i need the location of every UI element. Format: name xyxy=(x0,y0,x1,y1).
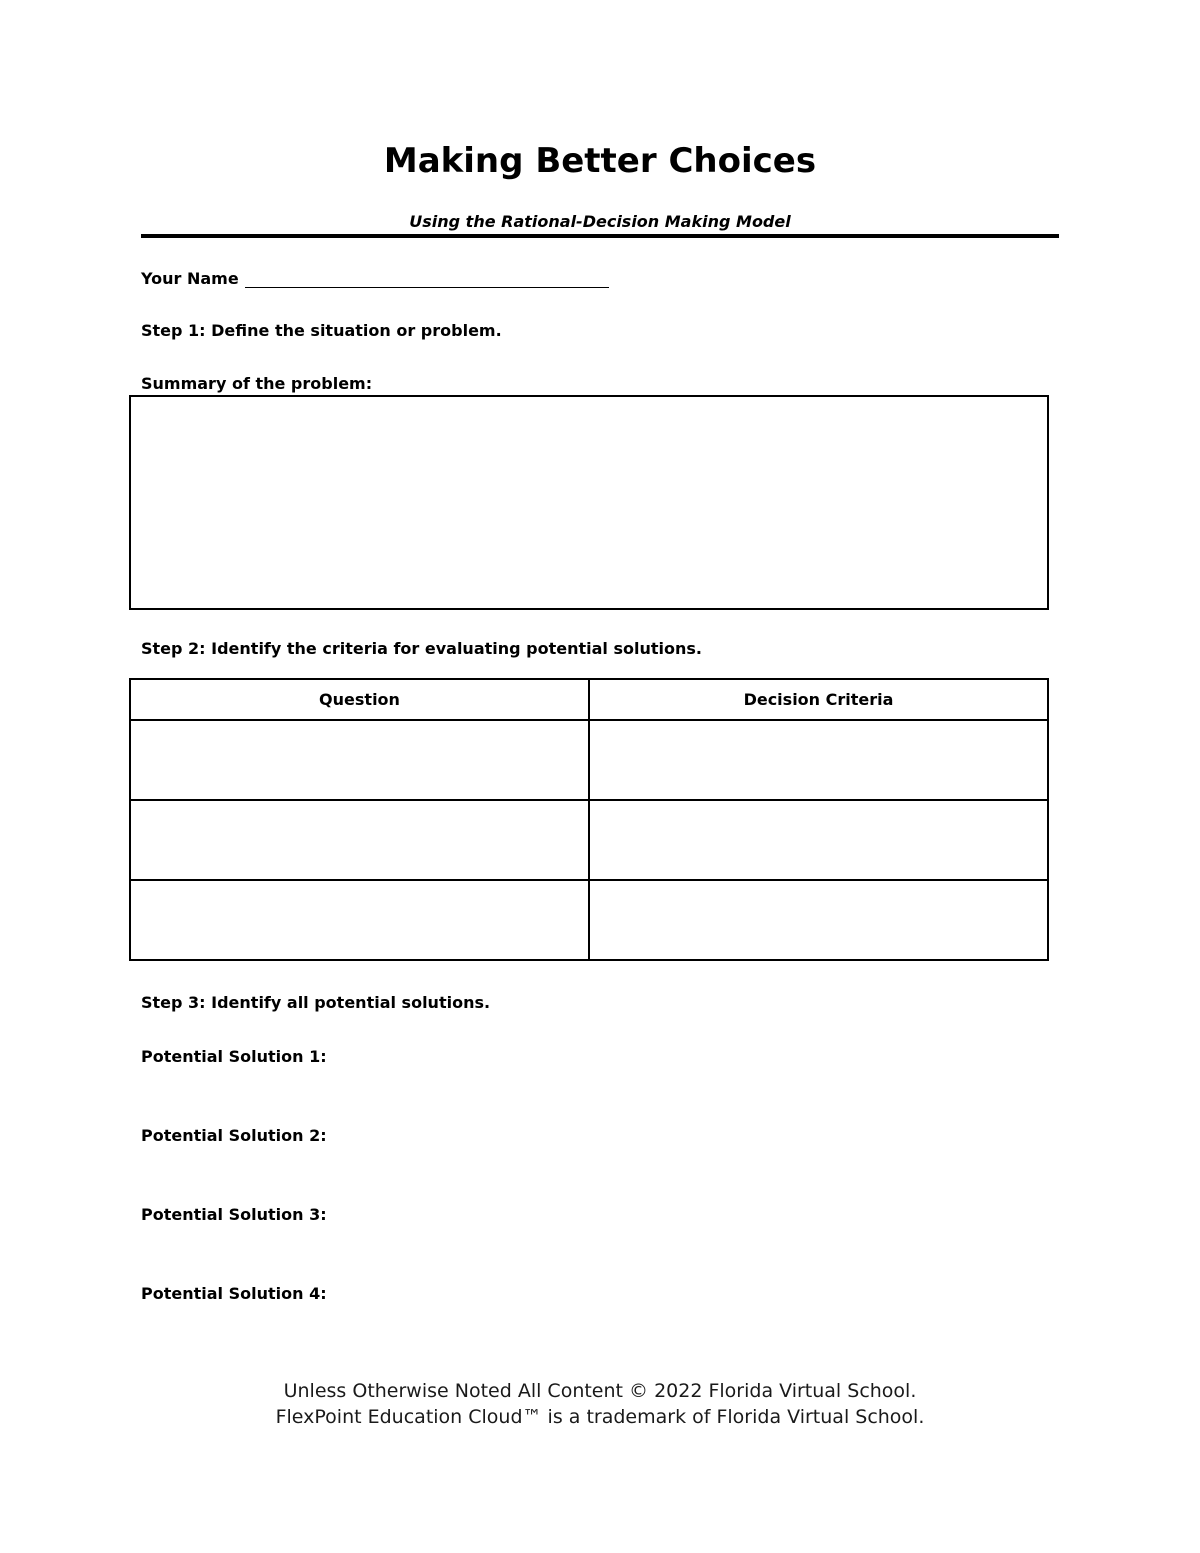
table-header-row xyxy=(130,679,1048,720)
column-header-decision-criteria: Decision Criteria xyxy=(589,679,1048,720)
step1-heading: Step 1: Define the situation or problem. xyxy=(141,321,502,340)
criteria-cell[interactable] xyxy=(589,720,1048,800)
criteria-table xyxy=(129,678,1049,961)
criteria-cell[interactable] xyxy=(589,800,1048,880)
column-header-question: Question xyxy=(130,679,589,720)
step3-heading: Step 3: Identify all potential solutions. xyxy=(141,993,491,1012)
document-subtitle: Using the Rational-Decision Making Model xyxy=(409,212,791,231)
your-name-field[interactable] xyxy=(245,287,609,288)
potential-solution-1-label: Potential Solution 1: xyxy=(141,1047,327,1066)
title-divider xyxy=(141,234,1059,238)
question-cell[interactable] xyxy=(130,800,589,880)
question-cell[interactable] xyxy=(130,880,589,960)
table-row xyxy=(130,800,1048,880)
criteria-cell[interactable] xyxy=(589,880,1048,960)
potential-solution-2-label: Potential Solution 2: xyxy=(141,1126,327,1145)
step2-heading: Step 2: Identify the criteria for evaluating potential solutions. xyxy=(141,639,702,658)
document-title: Making Better Choices xyxy=(383,141,817,181)
footer xyxy=(0,1378,1200,1430)
your-name-label: Your Name xyxy=(141,269,239,288)
potential-solution-4-label: Potential Solution 4: xyxy=(141,1284,327,1303)
footer-trademark: FlexPoint Education Cloud™ is a trademark of Florida Virtual School. xyxy=(275,1406,925,1428)
footer-copyright: Unless Otherwise Noted All Content © 2022 Florida Virtual School. xyxy=(283,1380,917,1402)
potential-solution-3-label: Potential Solution 3: xyxy=(141,1205,327,1224)
summary-label: Summary of the problem: xyxy=(141,374,373,393)
table-row xyxy=(130,880,1048,960)
table-row xyxy=(130,720,1048,800)
question-cell[interactable] xyxy=(130,720,589,800)
summary-box[interactable] xyxy=(129,395,1049,610)
